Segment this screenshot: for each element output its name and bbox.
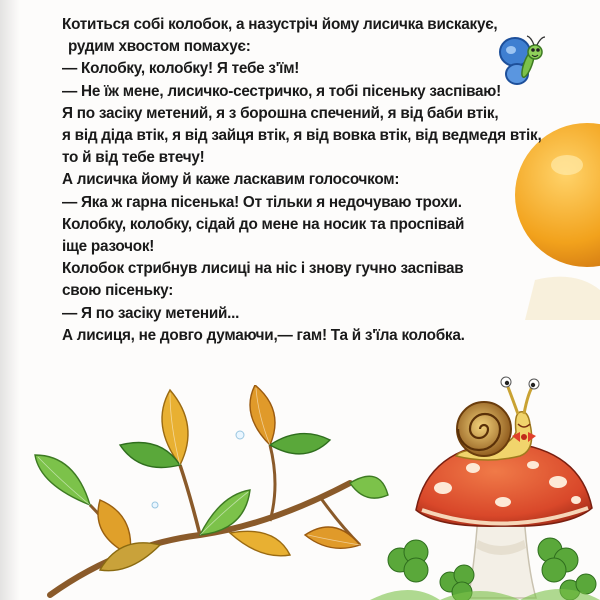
clover-icon <box>370 520 600 600</box>
story-line: — Я по засіку метений... <box>62 304 240 322</box>
story-text <box>62 14 542 347</box>
story-line: Котиться собі колобок, а назустріч йому лисичка вискакує, <box>62 16 498 33</box>
story-line: я від діда втік, я від зайця втік, я від вовка втік, від ведмедя втік, <box>62 127 542 145</box>
story-line: свою пісеньку: <box>62 282 174 300</box>
story-line: — Не їж мене, лисичко-сестричко, я тобі пісеньку заспіваю! <box>62 82 501 100</box>
story-line: рудим хвостом помахує: <box>68 38 251 56</box>
story-line: — Колобку, колобку! Я тебе з'їм! <box>62 60 300 78</box>
story-line: іще разочок! <box>62 238 155 256</box>
story-line: Колобку, колобку, сідай до мене на носик та проспівай <box>62 215 465 233</box>
story-line: А лисиця, не довго думаючи,— гам! Та й з'їла колобка. <box>62 326 465 344</box>
story-line: А лисичка йому й каже ласкавим голосочком: <box>62 171 400 189</box>
butterfly-icon <box>497 34 557 92</box>
story-line: — Яка ж гарна пісенька! От тільки я недочуваю трохи. <box>62 193 462 211</box>
page-spine-shadow <box>0 0 20 600</box>
story-line: Я по засіку метений, я з борошна спечений, я від баби втік, <box>62 104 499 122</box>
story-line: то й від тебе втечу! <box>62 149 205 167</box>
autumn-branch-icon <box>30 385 390 600</box>
snail-icon <box>448 374 548 469</box>
kolobok-bun-icon <box>505 120 600 320</box>
story-line: Колобок стрибнув лисиці на ніс і знову гучно заспівав <box>62 260 464 278</box>
